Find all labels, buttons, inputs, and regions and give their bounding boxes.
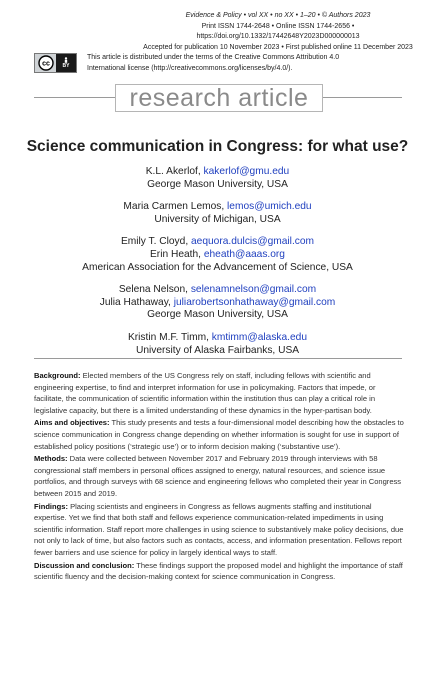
author-line xyxy=(20,284,415,297)
author-group xyxy=(20,201,415,226)
cc-logo-text: cc xyxy=(41,60,50,68)
author-affiliation: University of Alaska Fairbanks, USA xyxy=(135,344,300,356)
publication-dates-line: Accepted for publication 10 November 2023 • First published online 11 December 2023 xyxy=(143,43,413,51)
article-title: Science communication in Congress: for what use? xyxy=(26,138,409,155)
author-line xyxy=(20,297,415,310)
license-notice xyxy=(34,53,424,74)
author-email-link[interactable]: kakerlof@gmu.edu xyxy=(203,166,290,177)
abstract-discussion-heading: Discussion and conclusion: xyxy=(34,560,135,570)
author-line xyxy=(20,236,415,249)
cc-circle-icon xyxy=(38,55,54,71)
journal-citation-line: Evidence & Policy • vol XX • no XX • 1–20 • © Authors 2023 xyxy=(185,12,371,19)
abstract-aims-text: This study presents and tests a four-dimensional model describing how the obstacles to science communication in Congress change depending on whether information is sought for use in support of established policy positions (‘strategic use’) or to inform decision making (‘substantive use’). xyxy=(34,418,404,451)
issn-doi-line[interactable]: Print ISSN 1744-2648 • Online ISSN 1744-2656 • https://doi.org/10.1332/17442648Y2023D000000013 xyxy=(196,22,360,40)
license-line-1: This article is distributed under the terms of the Creative Commons Attribution 4.0 xyxy=(87,54,340,61)
cc-logo-icon xyxy=(35,54,56,72)
by-attribution-mark xyxy=(56,54,76,72)
author-email-link[interactable]: aequora.dulcis@gmail.com xyxy=(191,236,315,248)
abstract-discussion-text: These findings support the proposed model and highlight the importance of staff scientific fluency and the decision-making context for science communication in Congress. xyxy=(34,560,403,582)
author-line xyxy=(20,201,415,214)
author-affiliation: George Mason University, USA xyxy=(147,178,288,190)
license-line-2[interactable]: International license (http://creativecommons.org/licenses/by/4.0/). xyxy=(87,64,293,72)
license-text xyxy=(87,53,417,74)
article-type-label: research article xyxy=(129,83,309,112)
author-list xyxy=(20,166,415,367)
author-affiliation: American Association for the Advancement of Science, USA xyxy=(82,261,353,273)
abstract-background xyxy=(34,370,404,416)
author-email-link[interactable]: kmtimm@alaska.edu xyxy=(211,331,308,343)
article-type-banner xyxy=(115,84,323,112)
abstract-aims xyxy=(34,417,404,452)
author-group xyxy=(20,332,415,357)
author-line xyxy=(20,249,415,262)
author-email-link[interactable]: eheath@aaas.org xyxy=(203,248,285,260)
abstract-background-heading: Background: xyxy=(34,371,81,380)
author-name: Maria Carmen Lemos, xyxy=(123,201,225,213)
author-name: Kristin M.F. Timm, xyxy=(127,331,209,343)
author-name: Selena Nelson, xyxy=(118,284,188,296)
abstract-background-text: Elected members of the US Congress rely on staff, including fellows with scientific and engineering expertise, to find and interpret information for use in policymaking. Factors that impede, or facilitate, the communication of scientific information within the institution thus can play a critical role in legislative capacity, but there is a limited understanding of these dynamics in the hyper-partisan body. xyxy=(34,371,376,415)
author-group xyxy=(20,166,415,191)
abstract-findings-heading: Findings: xyxy=(34,501,68,511)
author-line xyxy=(20,166,415,179)
author-name: Julia Hathaway, xyxy=(99,296,171,308)
author-email-link[interactable]: juliarobertsonhathaway@gmail.com xyxy=(173,296,336,308)
abstract-findings-text: Placing scientists and engineers in Congress as fellows augments staffing and institutional expertise. Yet we find that both staff and fellows experience communication-related impediments in using scientific information. Staff report more challenges in using science to substantively make policy decisions, due not only to lack of time, but also factors such as contacts, access, and information presentation. Fellows report fewer barriers and use science for policy in largely identical ways to staff. xyxy=(34,501,404,557)
abstract-methods xyxy=(34,453,404,499)
abstract-methods-heading: Methods: xyxy=(34,454,68,464)
abstract-findings xyxy=(34,501,404,559)
author-email-link[interactable]: lemos@umich.edu xyxy=(227,201,312,213)
author-name: Erin Heath, xyxy=(150,248,201,260)
abstract-aims-heading: Aims and objectives: xyxy=(34,418,110,428)
abstract-methods-text: Data were collected between November 2017 and February 2019 through interviews with 58 congressional staff members in personal offices assigned to energy, natural resources, and science issue portfolios, and through surveys with 68 science and engineering fellows who completed their year in Congress between 2015 and 2019. xyxy=(34,454,402,498)
abstract xyxy=(34,370,404,584)
journal-header xyxy=(128,11,428,53)
author-name: Emily T. Cloyd, xyxy=(120,236,189,248)
author-group xyxy=(20,284,415,322)
author-line xyxy=(20,332,415,345)
author-name: K.L. Akerlof, xyxy=(145,166,201,177)
author-email-link[interactable]: selenamnelson@gmail.com xyxy=(190,284,317,296)
author-affiliation: University of Michigan, USA xyxy=(154,213,281,225)
author-group xyxy=(20,236,415,274)
author-affiliation: George Mason University, USA xyxy=(147,309,288,321)
abstract-top-rule xyxy=(34,358,402,359)
by-label: BY xyxy=(62,63,70,69)
abstract-discussion xyxy=(34,560,404,583)
cc-by-license-badge[interactable] xyxy=(34,53,77,73)
